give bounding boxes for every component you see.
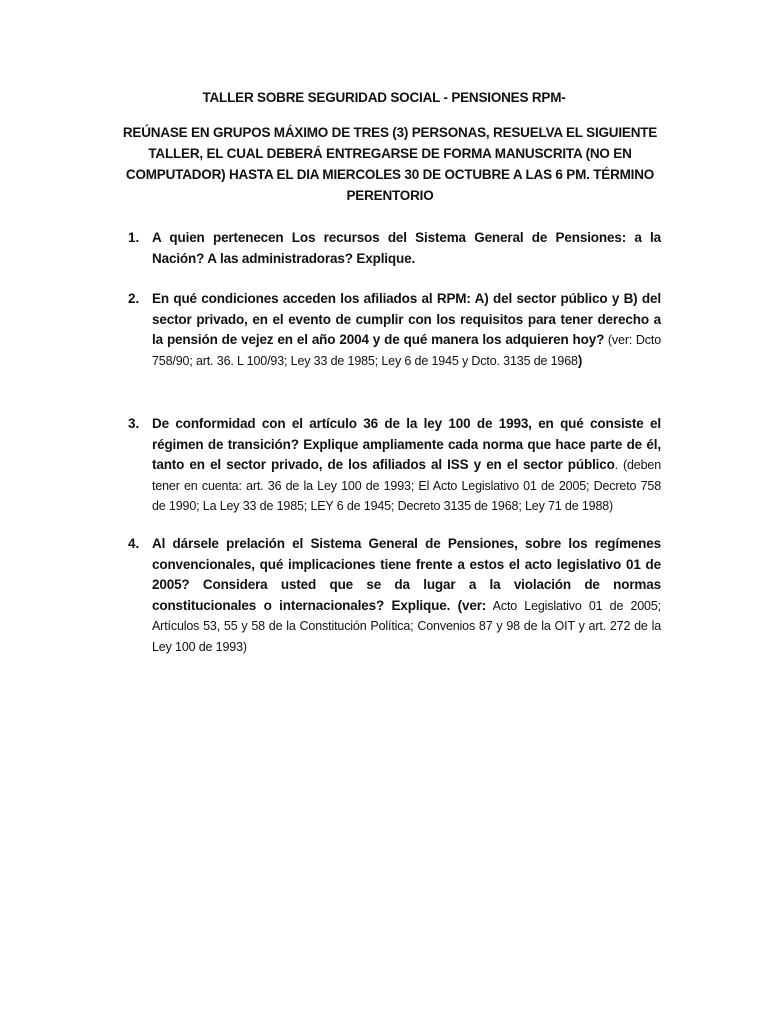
question-reference-text: Acto Legislativo 01 de 2005; Artículos 53, 55 y 58 de la Constitución Política; Convenios 87 y 98 de la OIT y art. 272 de la Ley 100 de 1993): [152, 598, 661, 654]
question-text: [152, 289, 661, 371]
question-bold-text: A quien pertenecen Los recursos del Sistema General de Pensiones: a la Nación? A las administradoras? Explique.: [152, 230, 661, 266]
question-closing-text: ): [577, 352, 583, 368]
question-text: [152, 534, 661, 657]
document-title: TALLER SOBRE SEGURIDAD SOCIAL - PENSIONES RPM-: [202, 90, 566, 105]
instructions-paragraph: REÚNASE EN GRUPOS MÁXIMO DE TRES (3) PERSONAS, RESUELVA EL SIGUIENTE TALLER, EL CUAL DEBERÁ ENTREGARSE DE FORMA MANUSCRITA (NO EN COMPUTADOR) HASTA EL DIA MIERCOLES 30 DE OCTUBRE A LAS 6 PM. TÉRMINO PERENTORIO: [122, 125, 658, 203]
question-reference-text: . (deben tener en cuenta: art. 36 de la Ley 100 de 1993; El Acto Legislativo 01 de 2005; Decreto 758 de 1990; La Ley 33 de 1985; LEY 6 de 1945; Decreto 3135 de 1968; Ley 71 de 1988): [152, 458, 662, 513]
question-text: [152, 228, 661, 269]
question-bold-text: En qué condiciones acceden los afiliados al RPM: A) del sector público y B) del sector privado, en el evento de cumplir con los requisitos para tener derecho a la pensión de vejez en el año 2004 y de qué manera los adquieren hoy?: [152, 291, 661, 347]
question-bold-text: Al dársele prelación el Sistema General de Pensiones, sobre los regímenes convencionales, qué implicaciones tiene frente a estos el acto legislativo 01 de 2005? Considera usted que se da lugar a la violación de normas constitucionales o internacionales? Explique. (ver:: [152, 536, 661, 613]
question-number: 4.: [128, 536, 140, 551]
question-reference-text: (ver: Dcto 758/90; art. 36. L 100/93; Ley 33 de 1985; Ley 6 de 1945 y Dcto. 3135 de 1968: [152, 333, 661, 368]
question-bold-text: De conformidad con el artículo 36 de la ley 100 de 1993, en qué consiste el régimen de transición? Explique ampliamente cada norma que hace parte de él, tanto en el sector privado, de los afiliados al ISS y en el sector público: [152, 416, 661, 472]
question-text: [152, 414, 661, 517]
question-number: 3.: [128, 416, 140, 431]
question-number: 2.: [128, 291, 140, 306]
question-number: 1.: [128, 230, 140, 245]
